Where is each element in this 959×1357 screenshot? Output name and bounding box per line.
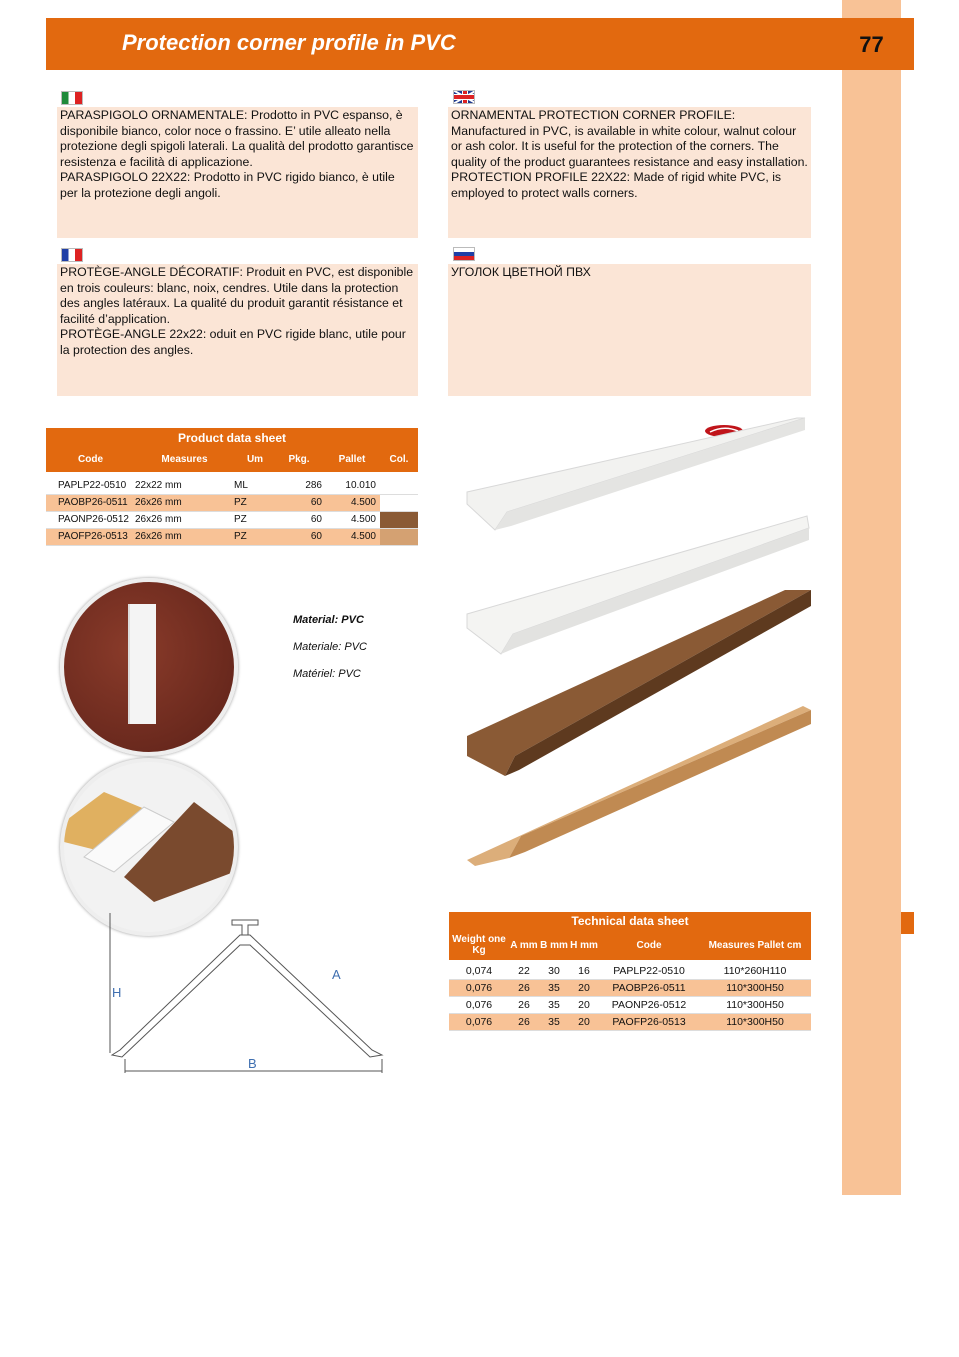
- cell-measures: 26x26 mm: [135, 531, 182, 542]
- color-swatch: [380, 529, 418, 545]
- cell-b: 30: [548, 965, 560, 977]
- tech-sheet-columns: [449, 930, 811, 960]
- table-row: [46, 512, 418, 529]
- profile-photos: [465, 416, 815, 876]
- cell-code: PAOBP26-0511: [612, 982, 686, 994]
- cell-um: PZ: [234, 497, 247, 508]
- column-header: H mm: [570, 939, 598, 951]
- cell-pallet: 4.500: [350, 497, 376, 508]
- cell-b: 35: [548, 1016, 560, 1028]
- table-row: [46, 495, 418, 512]
- uk-flag-icon: [453, 90, 475, 104]
- material-it: Materiale: PVC: [293, 641, 367, 653]
- cell-a: 26: [518, 982, 530, 994]
- product-data-sheet: [46, 428, 418, 546]
- english-para-2: PROTECTION PROFILE 22X22: Made of rigid white PVC, is employed to protect walls corners.: [451, 170, 782, 200]
- cell-h: 20: [578, 1016, 590, 1028]
- table-row: [449, 997, 811, 1014]
- cell-a: 26: [518, 1016, 530, 1028]
- color-swatch: [380, 495, 418, 511]
- side-tab: [901, 912, 914, 934]
- white-profile-1-image: [467, 418, 805, 530]
- cell-code: PAONP26-0512: [611, 999, 687, 1011]
- cell-h: 20: [578, 999, 590, 1011]
- column-header: Weight one Kg: [452, 934, 506, 956]
- cell-pkg: 60: [310, 531, 322, 542]
- french-flag-icon: [61, 248, 83, 262]
- cell-pkg: 60: [310, 497, 322, 508]
- page-title: Protection corner profile in PVC: [122, 30, 456, 55]
- cell-code: PAOBP26-0511: [58, 497, 128, 508]
- material-fr: Matériel: PVC: [293, 668, 361, 680]
- french-para-2: PROTÈGE-ANGLE 22x22: oduit en PVC rigide blanc, utile pour la protection des angles.: [60, 327, 406, 357]
- cell-a: 22: [518, 965, 530, 977]
- table-row: [449, 1014, 811, 1031]
- label-h: H: [112, 985, 122, 1000]
- tech-sheet-body: [449, 963, 811, 1031]
- column-header: Pkg.: [288, 454, 310, 465]
- italian-flag-icon: [61, 91, 83, 105]
- cell-code: PAPLP22-0510: [613, 965, 685, 977]
- italian-para-1: PARASPIGOLO ORNAMENTALE: Prodotto in PVC espanso, è disponibile bianco, color noce o frassino. E’ utile alleato nella protezione degli spigoli laterali. La qualità del prodotto garantisce resistenza e facilità di applicazione.: [60, 108, 414, 169]
- cell-h: 16: [578, 965, 590, 977]
- cell-um: PZ: [234, 531, 247, 542]
- cell-pallet: 10.010: [345, 480, 376, 491]
- cell-b: 35: [548, 999, 560, 1011]
- cell-code: PAONP26-0512: [58, 514, 129, 525]
- table-row: [449, 963, 811, 980]
- table-row: [449, 980, 811, 997]
- cell-b: 35: [548, 982, 560, 994]
- english-description: [448, 107, 811, 238]
- column-header: Pallet: [338, 454, 366, 465]
- column-header: Code: [636, 939, 662, 951]
- table-row: [46, 529, 418, 546]
- italian-description: [57, 107, 418, 238]
- cell-code: PAPLP22-0510: [58, 480, 127, 491]
- material-info: [293, 614, 367, 695]
- cell-weight: 0,074: [465, 965, 493, 977]
- product-sheet-header: [46, 428, 418, 472]
- column-header: Um: [246, 454, 264, 465]
- cell-pallet: 110*300H50: [726, 999, 784, 1011]
- cell-pkg: 60: [310, 514, 322, 525]
- column-header: Code: [78, 454, 103, 465]
- product-sheet-columns: [46, 448, 418, 472]
- color-swatch: [380, 478, 418, 494]
- cell-measures: 22x22 mm: [135, 480, 182, 491]
- cell-measures: 26x26 mm: [135, 497, 182, 508]
- russian-description: [448, 264, 811, 396]
- cell-weight: 0,076: [465, 999, 493, 1011]
- cell-measures: 26x26 mm: [135, 514, 182, 525]
- french-para-1: PROTÈGE-ANGLE DÉCORATIF: Produit en PVC, est disponible en trois couleurs: blanc, noix, cendres. Utile dans la protection des angles latéraux. La qualité du produit garantit résistance et facilité d’application.: [60, 265, 414, 326]
- column-header: Measures Pallet cm: [708, 939, 802, 951]
- label-a: A: [332, 967, 341, 982]
- russian-para-1: УГОЛОК ЦВЕТНОЙ ПВХ: [451, 265, 591, 279]
- material-en: Material: PVC: [293, 614, 364, 626]
- cell-pallet: 110*300H50: [726, 1016, 784, 1028]
- cell-pkg: 286: [305, 480, 322, 491]
- tech-sheet-title: Technical data sheet: [571, 914, 689, 928]
- cell-code: PAOFP26-0513: [58, 531, 128, 542]
- cell-pallet: 110*300H50: [726, 982, 784, 994]
- column-header: A mm: [510, 939, 538, 951]
- column-header: Measures: [161, 454, 208, 465]
- cell-a: 26: [518, 999, 530, 1011]
- cell-weight: 0,076: [465, 1016, 493, 1028]
- cell-weight: 0,076: [465, 982, 493, 994]
- cell-um: ML: [234, 480, 248, 491]
- column-header: Col.: [389, 454, 409, 465]
- cell-code: PAOFP26-0513: [612, 1016, 686, 1028]
- page-number: 77: [859, 32, 884, 57]
- english-para-1: ORNAMENTAL PROTECTION CORNER PROFILE: Manufactured in PVC, is available in white colour, walnut colour or ash color. It is useful for the protection of the corners. The quality of the product guarantees resistance and easy installation.: [451, 108, 808, 169]
- label-b: B: [248, 1056, 257, 1071]
- column-header: B mm: [540, 939, 568, 951]
- cell-pallet: 4.500: [350, 531, 376, 542]
- wall-corner-photo: [60, 578, 238, 756]
- table-row: [46, 478, 418, 495]
- french-description: [57, 264, 418, 396]
- italian-para-2: PARASPIGOLO 22X22: Prodotto in PVC rigido bianco, è utile per la protezione degli angoli.: [60, 170, 395, 200]
- tech-sheet-header: [449, 912, 811, 960]
- product-sheet-title: Product data sheet: [177, 431, 287, 445]
- side-stripe: [842, 0, 901, 1195]
- technical-data-sheet: [449, 912, 811, 1031]
- cell-pallet: 110*260H110: [723, 965, 787, 977]
- russian-flag-icon: [453, 247, 475, 261]
- product-sheet-body: [46, 478, 418, 546]
- color-swatch: [380, 512, 418, 528]
- cell-um: PZ: [234, 514, 247, 525]
- profile-dimension-diagram: [100, 905, 400, 1075]
- cell-pallet: 4.500: [350, 514, 376, 525]
- cell-h: 20: [578, 982, 590, 994]
